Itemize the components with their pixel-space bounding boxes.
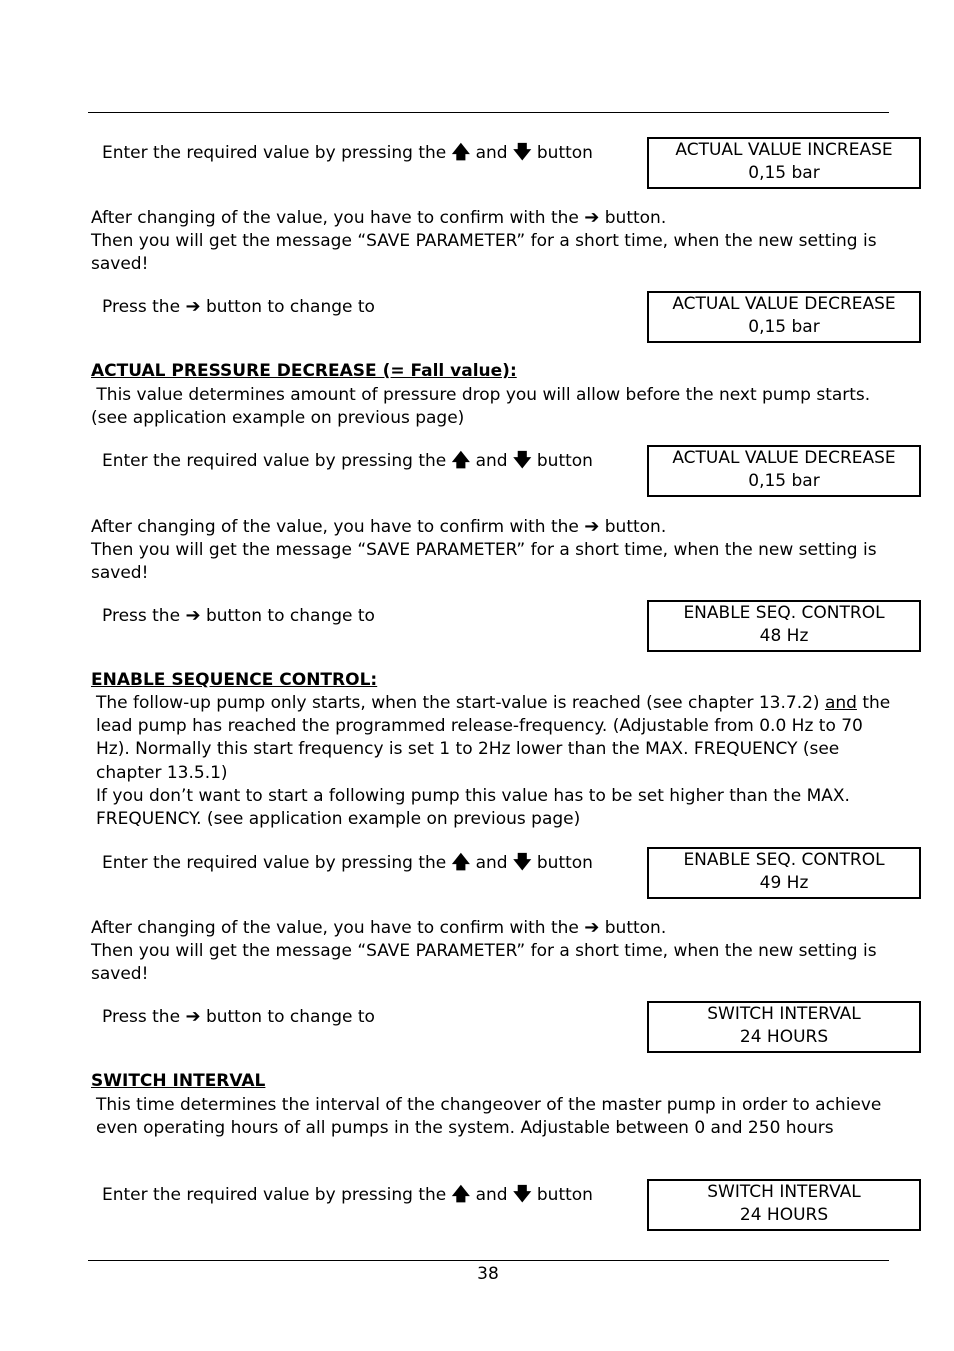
enter-instruction: Enter the required value by pressing the 🡅 and 🡇 button [102,450,593,471]
display-line-2: 0,15 bar [748,317,820,337]
display-box [647,1179,921,1231]
display-box [647,291,921,343]
press-instruction: Press the ➔ button to change to [102,296,375,317]
down-arrow-icon: 🡇 [512,1184,532,1205]
enter-instruction: Enter the required value by pressing the 🡅 and 🡇 button [102,142,593,163]
display-line-2: 24 HOURS [739,1205,829,1225]
up-arrow-icon: 🡅 [451,852,471,873]
confirm-paragraph: After changing of the value, you have to confirm with the ➔ button. Then you will get the message “SAVE PARAMETER” for a short time, when the new setting is saved! [91,917,877,985]
section-heading: ACTUAL PRESSURE DECREASE (= Fall value): [91,361,517,381]
up-arrow-icon: 🡅 [451,142,471,163]
display-line-1: ACTUAL VALUE INCREASE [675,140,893,160]
section-text: The follow-up pump only starts, when the start-value is reached (see chapter 13.7.2) and the lead pump has reached the programmed release-frequency. (Adjustable from 0.0 Hz to 70 Hz). Normally this start frequency is set 1 to 2Hz lower than the MAX. FREQUENCY (see chapter 13.5.1) If you don’t want to start a following pump this value has to be set higher than the MAX. FREQUENCY. (see application example on previous page) [96,693,891,830]
confirm-paragraph: After changing of the value, you have to confirm with the ➔ button. Then you will get the message “SAVE PARAMETER” for a short time, when the new setting is saved! [91,207,877,275]
enter-instruction: Enter the required value by pressing the 🡅 and 🡇 button [102,1184,593,1205]
display-box [647,600,921,652]
section-heading: ENABLE SEQUENCE CONTROL: [91,670,378,690]
right-arrow-icon: ➔ [185,296,201,317]
right-arrow-icon: ➔ [584,207,600,228]
section-text: This time determines the interval of the changeover of the master pump in order to achieve even operating hours of all pumps in the system. Adjustable between 0 and 250 hours [96,1095,882,1139]
display-line-2: 0,15 bar [748,471,820,491]
display-line-1: SWITCH INTERVAL [707,1182,861,1202]
display-line-1: SWITCH INTERVAL [707,1004,861,1024]
down-arrow-icon: 🡇 [512,450,532,471]
display-line-1: ACTUAL VALUE DECREASE [672,448,896,468]
display-line-2: 24 HOURS [739,1027,829,1047]
display-line-1: ENABLE SEQ. CONTROL [683,603,885,623]
page-number: 38 [477,1264,499,1284]
footer-rule [88,1260,889,1261]
header-rule [88,112,889,113]
confirm-paragraph: After changing of the value, you have to confirm with the ➔ button. Then you will get the message “SAVE PARAMETER” for a short time, when the new setting is saved! [91,516,877,584]
down-arrow-icon: 🡇 [512,852,532,873]
right-arrow-icon: ➔ [584,917,600,938]
right-arrow-icon: ➔ [185,1006,201,1027]
section-text: This value determines amount of pressure drop you will allow before the next pump starts. (see application example on previous page) [91,385,871,429]
section-heading: SWITCH INTERVAL [91,1071,266,1091]
display-box [647,847,921,899]
display-box [647,137,921,189]
up-arrow-icon: 🡅 [451,1184,471,1205]
display-line-2: 0,15 bar [748,163,820,183]
display-box [647,445,921,497]
display-line-2: 48 Hz [759,626,809,646]
display-line-1: ENABLE SEQ. CONTROL [683,850,885,870]
press-instruction: Press the ➔ button to change to [102,1006,375,1027]
down-arrow-icon: 🡇 [512,142,532,163]
display-line-2: 49 Hz [759,873,809,893]
display-box [647,1001,921,1053]
right-arrow-icon: ➔ [584,516,600,537]
press-instruction: Press the ➔ button to change to [102,605,375,626]
up-arrow-icon: 🡅 [451,450,471,471]
enter-instruction: Enter the required value by pressing the 🡅 and 🡇 button [102,852,593,873]
right-arrow-icon: ➔ [185,605,201,626]
display-line-1: ACTUAL VALUE DECREASE [672,294,896,314]
